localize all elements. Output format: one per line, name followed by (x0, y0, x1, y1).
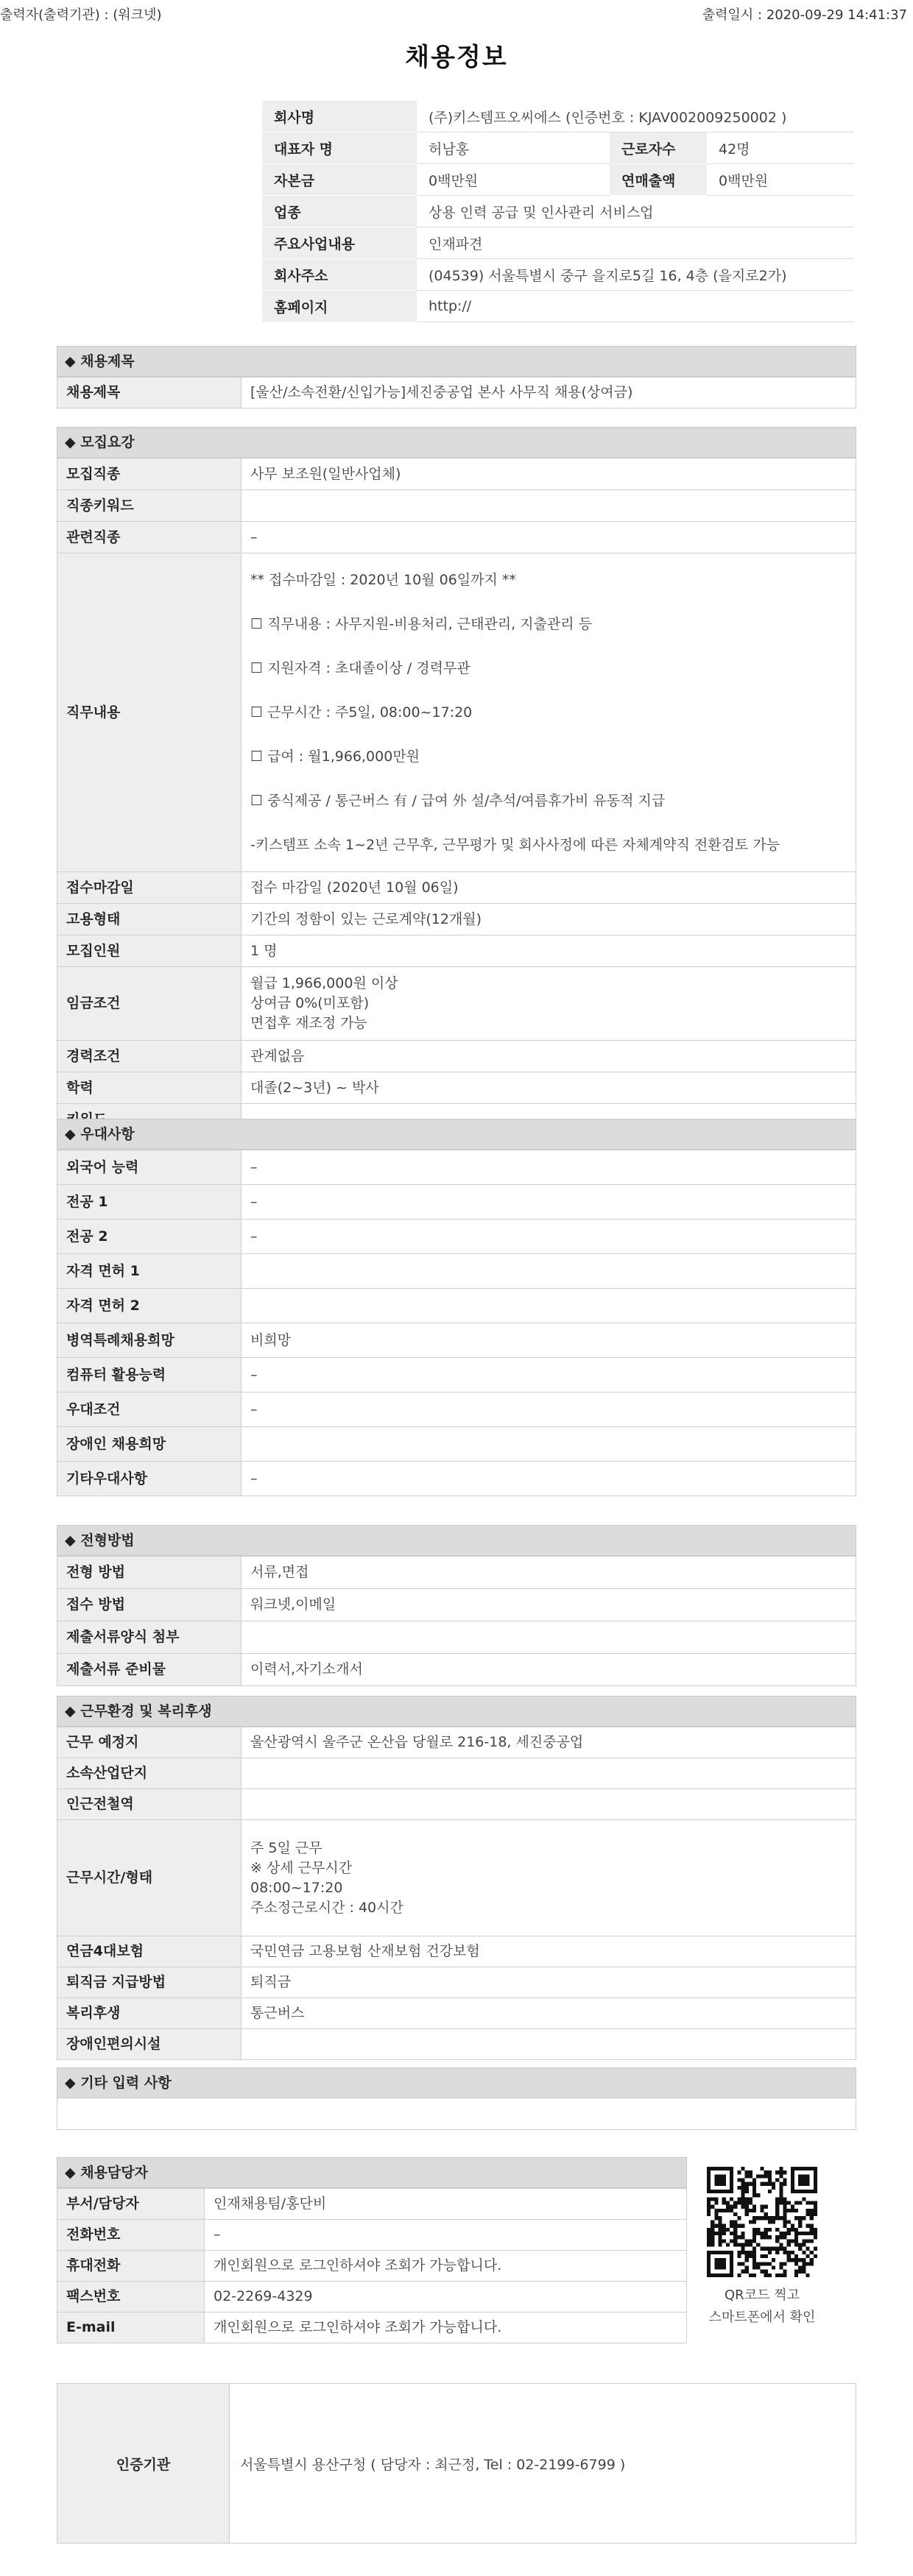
contact-dept-label: 부서/담당자 (57, 2189, 205, 2220)
work-hours-line: 주소정근로시간 : 40시간 (250, 1899, 403, 1916)
selection-value: 워크넷,이메일 (242, 1589, 856, 1621)
job-desc-line: ☐ 지원자격 : 초대졸이상 / 경력무관 (250, 660, 470, 676)
company-name-label: 회사명 (262, 101, 417, 132)
contact-email-value: 개인회원으로 로그인하셔야 조회가 가능합니다. (205, 2313, 687, 2343)
insurance-label: 연금4대보험 (57, 1936, 242, 1967)
company-name-value: (주)키스템프오씨에스 (인증번호 : KJAV002009250002 ) (417, 101, 854, 132)
prefs-section (57, 1119, 856, 1496)
welfare-section (57, 1696, 856, 2060)
selection-label: 제출서류 준비물 (57, 1654, 242, 1686)
sales-value: 0백만원 (707, 164, 854, 196)
pref-label: 우대조건 (57, 1393, 242, 1427)
pref-value: 비희망 (242, 1323, 856, 1358)
ceo-value: 허남홍 (417, 132, 610, 164)
disabled-facility-value (242, 2029, 856, 2060)
employ-type-value: 기간의 정함이 있는 근로계약(12개월) (242, 904, 856, 935)
address-label: 회사주소 (262, 259, 417, 291)
ceo-label: 대표자 명 (262, 132, 417, 164)
pref-value: – (242, 1358, 856, 1393)
job-title-value: [울산/소속전환/신입가능]세진중공업 본사 사무직 채용(상여금) (242, 378, 856, 408)
job-title-label: 채용제목 (57, 378, 242, 408)
employees-value: 42명 (707, 132, 854, 164)
severance-value: 퇴직금 (242, 1967, 856, 1998)
pref-value: – (242, 1220, 856, 1254)
pref-label: 전공 2 (57, 1220, 242, 1254)
job-desc-line: ☐ 급여 : 월1,966,000만원 (250, 749, 420, 765)
contact-email-label: E-mail (57, 2313, 205, 2343)
job-title-heading: ◆ 채용제목 (57, 346, 856, 377)
welfare-heading: ◆ 근무환경 및 복리후생 (57, 1696, 856, 1727)
job-desc-line: -키스템프 소속 1~2년 근무후, 근무평가 및 회사사정에 따른 자체계약직 전환검토 가능 (250, 837, 780, 853)
work-hours-label: 근무시간/형태 (57, 1820, 242, 1936)
insurance-value: 국민연금 고용보험 산재보험 건강보험 (242, 1936, 856, 1967)
pref-label: 외국어 능력 (57, 1150, 242, 1185)
selection-label: 제출서류양식 첨부 (57, 1621, 242, 1654)
business-label: 주요사업내용 (262, 227, 417, 259)
cert-label: 인증기관 (57, 2384, 230, 2544)
contact-phone-label: 전화번호 (57, 2220, 205, 2251)
career-value: 관계없음 (242, 1041, 856, 1072)
etc-section (57, 2067, 856, 2130)
job-title-section (57, 346, 856, 408)
recruit-heading: ◆ 모집요강 (57, 427, 856, 458)
nearby-station-value (242, 1789, 856, 1820)
job-type-label: 모집직종 (57, 459, 242, 490)
education-value: 대졸(2~3년) ~ 박사 (242, 1072, 856, 1104)
job-desc-line: ** 접수마감일 : 2020년 10월 06일까지 ** (250, 572, 516, 588)
nearby-station-label: 인근전철역 (57, 1789, 242, 1820)
contact-dept-value: 인재채용팀/홍단비 (205, 2189, 687, 2220)
pref-label: 컴퓨터 활용능력 (57, 1358, 242, 1393)
career-label: 경력조건 (57, 1041, 242, 1072)
job-type-value: 사무 보조원(일반사업체) (242, 459, 856, 490)
contact-fax-value: 02-2269-4329 (205, 2282, 687, 2313)
employees-label: 근로자수 (610, 132, 707, 164)
work-hours-line: 주 5일 근무 (250, 1839, 322, 1856)
job-desc-line: ☐ 근무시간 : 주5일, 08:00~17:20 (250, 704, 473, 721)
job-desc-value (242, 553, 856, 872)
prefs-heading: ◆ 우대사항 (57, 1119, 856, 1150)
job-desc-line: ☐ 직무내용 : 사무지원-비용처리, 근태관리, 지출관리 등 (250, 616, 593, 632)
wage-value (242, 967, 856, 1041)
etc-heading: ◆ 기타 입력 사항 (57, 2067, 856, 2098)
cert-table (57, 2383, 856, 2544)
contact-section (57, 2157, 687, 2343)
pref-value: – (242, 1393, 856, 1427)
work-location-value: 울산광역시 울주군 온산읍 당월로 216-18, 세진중공업 (242, 1727, 856, 1758)
capital-label: 자본금 (262, 164, 417, 196)
wage-line: 면접후 재조정 가능 (250, 1015, 367, 1031)
pref-label: 전공 1 (57, 1185, 242, 1220)
recruit-section (57, 427, 856, 1136)
selection-value: 이력서,자기소개서 (242, 1654, 856, 1686)
selection-value (242, 1621, 856, 1654)
work-hours-line: 08:00~17:20 (250, 1879, 343, 1896)
homepage-link[interactable]: http:// (417, 291, 854, 322)
contact-phone-value: – (205, 2220, 687, 2251)
industrial-complex-label: 소속산업단지 (57, 1758, 242, 1789)
headcount-label: 모집인원 (57, 935, 242, 967)
sales-label: 연매출액 (610, 164, 707, 196)
business-value: 인재파견 (417, 227, 854, 259)
selection-label: 전형 방법 (57, 1557, 242, 1589)
pref-value (242, 1289, 856, 1323)
pref-label: 자격 면허 2 (57, 1289, 242, 1323)
selection-label: 접수 방법 (57, 1589, 242, 1621)
related-job-label: 관련직종 (57, 522, 242, 553)
wage-label: 임금조건 (57, 967, 242, 1041)
capital-value: 0백만원 (417, 164, 610, 196)
benefits-label: 복리후생 (57, 1998, 242, 2029)
industry-value: 상용 인력 공급 및 인사관리 서비스업 (417, 196, 854, 227)
headcount-value: 1 명 (242, 935, 856, 967)
job-keyword-label: 직종키워드 (57, 490, 242, 522)
industry-label: 업종 (262, 196, 417, 227)
selection-value: 서류,면접 (242, 1557, 856, 1589)
company-info-table (262, 101, 854, 322)
homepage-label: 홈페이지 (262, 291, 417, 322)
address-value: (04539) 서울특별시 중구 을지로5길 16, 4층 (을지로2가) (417, 259, 854, 291)
pref-value (242, 1254, 856, 1289)
pref-label: 기타우대사항 (57, 1462, 242, 1496)
selection-section (57, 1525, 856, 1686)
pref-value: – (242, 1462, 856, 1496)
related-job-value: – (242, 522, 856, 553)
etc-body (57, 2098, 856, 2130)
work-location-label: 근무 예정지 (57, 1727, 242, 1758)
work-hours-value (242, 1820, 856, 1936)
industrial-complex-value (242, 1758, 856, 1789)
severance-label: 퇴직금 지급방법 (57, 1967, 242, 1998)
pref-label: 장애인 채용희망 (57, 1427, 242, 1462)
job-keyword-value (242, 490, 856, 522)
job-desc-label: 직무내용 (57, 553, 242, 872)
education-label: 학력 (57, 1072, 242, 1104)
cert-value: 서울특별시 용산구청 ( 담당자 : 최근정, Tel : 02-2199-6799 ) (230, 2384, 856, 2544)
employ-type-label: 고용형태 (57, 904, 242, 935)
pref-value (242, 1427, 856, 1462)
contact-heading: ◆ 채용담당자 (57, 2157, 687, 2188)
wage-line: 상여금 0%(미포함) (250, 995, 370, 1011)
pref-label: 자격 면허 1 (57, 1254, 242, 1289)
benefits-value: 통근버스 (242, 1998, 856, 2029)
deadline-value: 접수 마감일 (2020년 10월 06일) (242, 872, 856, 904)
contact-fax-label: 팩스번호 (57, 2282, 205, 2313)
print-date-text: 출력일시 : 2020-09-29 14:41:37 (702, 7, 907, 23)
qr-caption-line1: QR코드 찍고 (725, 2287, 800, 2303)
qr-code-icon[interactable] (707, 2167, 817, 2277)
pref-label: 병역특례채용희망 (57, 1323, 242, 1358)
deadline-label: 접수마감일 (57, 872, 242, 904)
pref-value: – (242, 1185, 856, 1220)
selection-heading: ◆ 전형방법 (57, 1525, 856, 1556)
page-title: 채용정보 (405, 43, 508, 72)
contact-mobile-label: 휴대전화 (57, 2251, 205, 2282)
disabled-facility-label: 장애인편의시설 (57, 2029, 242, 2060)
contact-mobile-value: 개인회원으로 로그인하셔야 조회가 가능합니다. (205, 2251, 687, 2282)
work-hours-line: ※ 상세 근무시간 (250, 1859, 353, 1876)
print-by-text: 출력자(출력기관) : (워크넷) (0, 7, 162, 23)
qr-caption-line2: 스마트폰에서 확인 (708, 2310, 816, 2325)
wage-line: 월급 1,966,000원 이상 (250, 975, 398, 991)
pref-value: – (242, 1150, 856, 1185)
job-desc-line: ☐ 중식제공 / 통근버스 有 / 급여 外 설/추석/여름휴가비 유동적 지급 (250, 793, 666, 809)
